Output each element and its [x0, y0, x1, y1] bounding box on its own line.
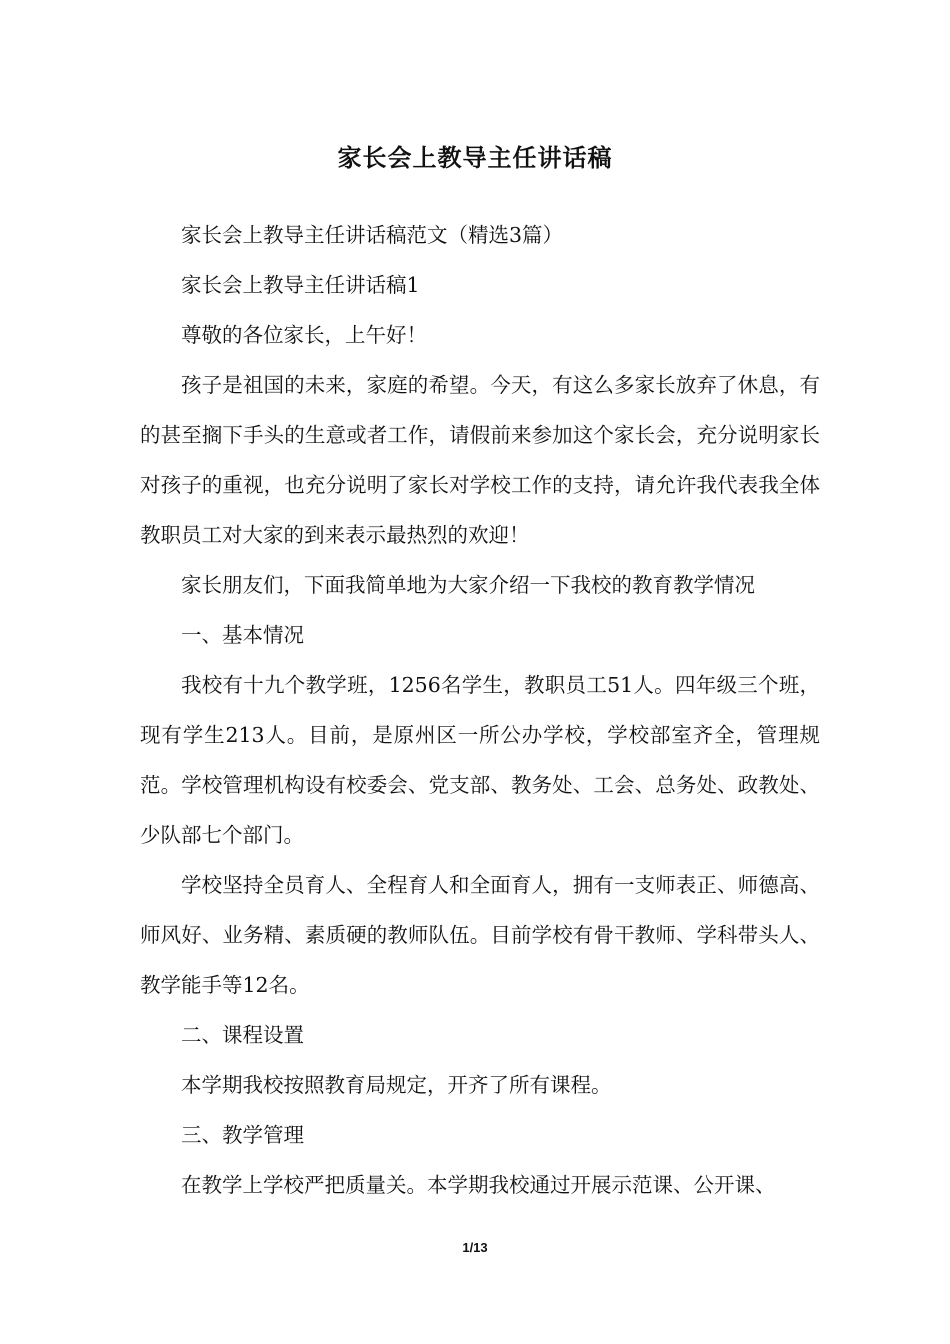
paragraph-curriculum: 本学期我校按照教育局规定，开齐了所有课程。 [181, 1073, 612, 1097]
paragraph-heading-speech-1: 家长会上教导主任讲话稿1 [181, 273, 420, 297]
section-heading-basic-info: 一、基本情况 [181, 623, 304, 647]
paragraph-welcome: 孩子是祖国的未来，家庭的希望。今天，有这么多家长放弃了休息，有的甚至搁下手头的生意或者工作，请假前来参加这个家长会，充分说明家长对孩子的重视，也充分说明了家长对学校工作的支持，请允许我代表我全体教职员工对大家的到来表示最热烈的欢迎！ [140, 373, 820, 547]
paragraph-greeting: 尊敬的各位家长，上午好！ [181, 323, 427, 347]
paragraph-basic-info: 我校有十九个教学班，1256名学生，教职员工51人。四年级三个班，现有学生213人。目前，是原州区一所公办学校，学校部室齐全，管理规范。学校管理机构设有校委会、党支部、教务处、工会、总务处、政教处、少队部七个部门。 [140, 673, 820, 847]
paragraph-intro: 家长会上教导主任讲话稿范文（精选3篇） [181, 223, 564, 247]
document-body [140, 210, 820, 1210]
section-heading-curriculum: 二、课程设置 [181, 1023, 304, 1047]
paragraph-teaching-staff: 学校坚持全员育人、全程育人和全面育人，拥有一支师表正、师德高、师风好、业务精、素质硬的教师队伍。目前学校有骨干教师、学科带头人、教学能手等12名。 [140, 873, 820, 997]
page-number: 1/13 [462, 1240, 488, 1255]
section-heading-teaching-management: 三、教学管理 [181, 1123, 304, 1147]
document-title: 家长会上教导主任讲话稿 [337, 143, 613, 172]
paragraph-teaching-management: 在教学上学校严把质量关。本学期我校通过开展示范课、公开课、 [181, 1173, 776, 1197]
paragraph-introduction: 家长朋友们，下面我简单地为大家介绍一下我校的教育教学情况 [181, 573, 755, 597]
